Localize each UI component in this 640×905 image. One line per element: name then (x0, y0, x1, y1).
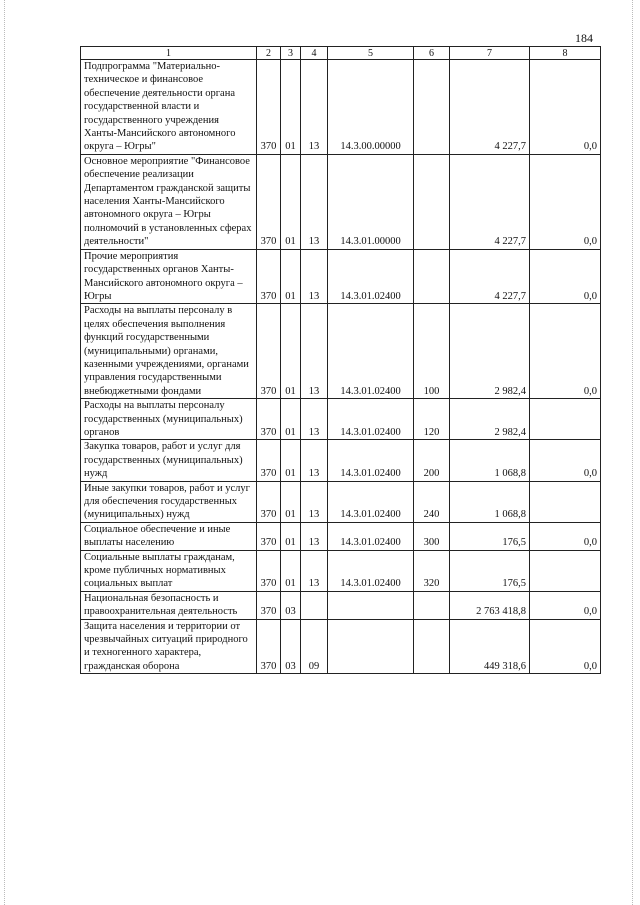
cell-subsection: 13 (301, 440, 328, 481)
cell-name: Закупка товаров, работ и услуг для государственных (муниципальных) нужд (81, 440, 257, 481)
cell-section: 03 (281, 619, 301, 674)
cell-subsection: 13 (301, 60, 328, 155)
column-header: 1 (81, 47, 257, 60)
cell-expense-type: 240 (414, 481, 450, 522)
scan-margin-line (632, 0, 634, 905)
cell-amount-federal: 0,0 (530, 522, 601, 550)
column-header: 2 (257, 47, 281, 60)
table-row (81, 60, 601, 155)
cell-amount: 1 068,8 (450, 440, 530, 481)
cell-expense-type: 320 (414, 550, 450, 591)
cell-amount: 2 982,4 (450, 304, 530, 399)
cell-admin-code: 370 (257, 481, 281, 522)
cell-section: 01 (281, 522, 301, 550)
cell-amount: 4 227,7 (450, 154, 530, 249)
cell-expense-type: 200 (414, 440, 450, 481)
cell-admin-code: 370 (257, 619, 281, 674)
cell-amount-federal (530, 481, 601, 522)
cell-amount-federal: 0,0 (530, 591, 601, 619)
cell-name: Иные закупки товаров, работ и услуг для обеспечения государственных (муниципальных) нужд (81, 481, 257, 522)
cell-section: 01 (281, 304, 301, 399)
cell-target-article (328, 591, 414, 619)
cell-subsection: 13 (301, 522, 328, 550)
scan-margin-line (4, 0, 6, 905)
cell-expense-type: 120 (414, 399, 450, 440)
cell-admin-code: 370 (257, 522, 281, 550)
cell-target-article: 14.3.01.00000 (328, 154, 414, 249)
cell-name: Прочие мероприятия государственных органов Ханты-Мансийского автономного округа – Югры (81, 249, 257, 304)
cell-target-article: 14.3.01.02400 (328, 481, 414, 522)
cell-name: Расходы на выплаты персоналу в целях обеспечения выполнения функций государственными (муниципальными) органами, казенными учреждениями, органами управления государственными внебюджетными фондами (81, 304, 257, 399)
cell-expense-type (414, 619, 450, 674)
cell-amount-federal: 0,0 (530, 440, 601, 481)
cell-subsection (301, 591, 328, 619)
cell-section: 01 (281, 60, 301, 155)
cell-admin-code: 370 (257, 440, 281, 481)
cell-admin-code: 370 (257, 304, 281, 399)
cell-subsection: 13 (301, 399, 328, 440)
budget-table (80, 46, 601, 674)
cell-amount-federal: 0,0 (530, 619, 601, 674)
cell-section: 01 (281, 481, 301, 522)
cell-name: Защита населения и территории от чрезвычайных ситуаций природного и техногенного характера, гражданская оборона (81, 619, 257, 674)
cell-expense-type (414, 249, 450, 304)
table-row (81, 550, 601, 591)
table-row (81, 249, 601, 304)
page-number: 184 (575, 31, 593, 45)
table-row (81, 522, 601, 550)
cell-amount-federal: 0,0 (530, 154, 601, 249)
column-header: 8 (530, 47, 601, 60)
table-row (81, 591, 601, 619)
cell-subsection: 13 (301, 249, 328, 304)
cell-section: 01 (281, 550, 301, 591)
table-row (81, 304, 601, 399)
table-row (81, 440, 601, 481)
cell-amount-federal (530, 399, 601, 440)
column-header: 3 (281, 47, 301, 60)
cell-name: Национальная безопасность и правоохранительная деятельность (81, 591, 257, 619)
cell-name: Социальные выплаты гражданам, кроме публичных нормативных социальных выплат (81, 550, 257, 591)
cell-amount: 4 227,7 (450, 249, 530, 304)
cell-amount: 449 318,6 (450, 619, 530, 674)
cell-section: 01 (281, 154, 301, 249)
cell-amount: 2 763 418,8 (450, 591, 530, 619)
cell-amount-federal: 0,0 (530, 304, 601, 399)
table-row (81, 481, 601, 522)
cell-amount: 4 227,7 (450, 60, 530, 155)
cell-amount-federal: 0,0 (530, 249, 601, 304)
column-header: 5 (328, 47, 414, 60)
column-header: 4 (301, 47, 328, 60)
cell-subsection: 13 (301, 154, 328, 249)
cell-name: Расходы на выплаты персоналу государственных (муниципальных) органов (81, 399, 257, 440)
cell-expense-type (414, 591, 450, 619)
column-header: 7 (450, 47, 530, 60)
cell-admin-code: 370 (257, 60, 281, 155)
table-row (81, 154, 601, 249)
header-row (81, 47, 601, 60)
cell-amount-federal (530, 550, 601, 591)
cell-target-article: 14.3.00.00000 (328, 60, 414, 155)
cell-target-article: 14.3.01.02400 (328, 304, 414, 399)
table-row (81, 619, 601, 674)
cell-admin-code: 370 (257, 249, 281, 304)
cell-subsection: 13 (301, 550, 328, 591)
cell-subsection: 13 (301, 304, 328, 399)
cell-admin-code: 370 (257, 550, 281, 591)
cell-amount-federal: 0,0 (530, 60, 601, 155)
cell-subsection: 13 (301, 481, 328, 522)
cell-expense-type (414, 60, 450, 155)
cell-target-article: 14.3.01.02400 (328, 550, 414, 591)
cell-amount: 176,5 (450, 550, 530, 591)
cell-amount: 176,5 (450, 522, 530, 550)
cell-section: 01 (281, 249, 301, 304)
cell-name: Социальное обеспечение и иные выплаты населению (81, 522, 257, 550)
cell-amount: 1 068,8 (450, 481, 530, 522)
cell-section: 01 (281, 399, 301, 440)
cell-target-article: 14.3.01.02400 (328, 399, 414, 440)
cell-expense-type (414, 154, 450, 249)
cell-expense-type: 300 (414, 522, 450, 550)
cell-section: 03 (281, 591, 301, 619)
cell-name: Основное мероприятие "Финансовое обеспечение реализации Департаментом гражданской защиты населения Ханты-Мансийского автономного округа – Югры полномочий в установленных сферах деятельности" (81, 154, 257, 249)
cell-expense-type: 100 (414, 304, 450, 399)
cell-admin-code: 370 (257, 154, 281, 249)
table-row (81, 399, 601, 440)
cell-target-article: 14.3.01.02400 (328, 440, 414, 481)
cell-target-article: 14.3.01.02400 (328, 249, 414, 304)
cell-target-article: 14.3.01.02400 (328, 522, 414, 550)
cell-amount: 2 982,4 (450, 399, 530, 440)
cell-admin-code: 370 (257, 591, 281, 619)
cell-subsection: 09 (301, 619, 328, 674)
cell-section: 01 (281, 440, 301, 481)
column-header: 6 (414, 47, 450, 60)
cell-name: Подпрограмма "Материально-техническое и финансовое обеспечение деятельности органа государственной власти и государственного учреждения Ханты-Мансийского автономного округа – Югры" (81, 60, 257, 155)
cell-target-article (328, 619, 414, 674)
cell-admin-code: 370 (257, 399, 281, 440)
